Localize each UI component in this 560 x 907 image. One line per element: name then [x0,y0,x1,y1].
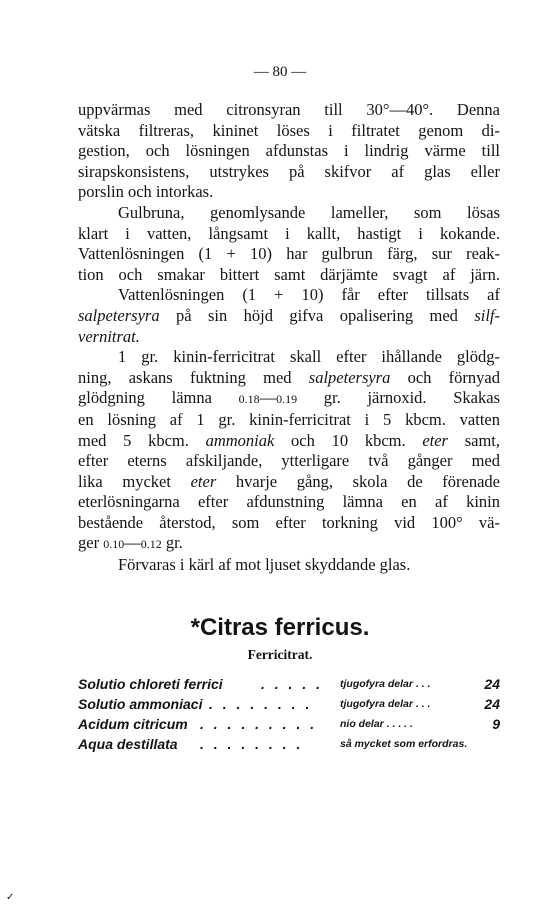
text-line: Förvaras i kärl af mot ljuset skyddande glas. [118,555,411,575]
italic-term: eter [190,471,217,491]
text-line: tion och smakar bittert samt därjämte svagt af järn. [78,264,500,284]
numeric-value: 0.12 [140,537,162,552]
text-line: porslin och intorkas. [78,182,214,202]
text-span: gr. [161,533,183,553]
recipe-row [78,676,500,696]
ingredient-name: Aqua destillata [78,736,178,752]
recipe-row [78,716,500,736]
italic-term: salpetersyra [308,367,391,387]
ingredient-quantity: 24 [484,696,500,712]
italic-term: ammoniak [205,430,275,450]
page-number: — 80 — [253,64,307,80]
text-line: sirapskonsistens, utstrykes på skifvor af glas eller [78,161,500,181]
text-span: på sin höjd gifva opalisering med [159,305,475,325]
ingredient-quantity: 24 [484,676,500,692]
text-line: gestion, och lösningen afdunstas i lindrig värme till [78,141,500,161]
leader-dots: . . . . . . . . . [200,716,318,732]
ingredient-quantity: 9 [492,716,500,732]
text-line: vätska filtreras, kininet löses i filtratet genom di- [78,120,500,140]
text-line: 1 gr. kinin-ferricitrat skall efter ihållande glödg- [118,347,500,367]
ingredient-name: Solutio ammoniaci [78,696,203,712]
italic-term: salpetersyra [78,305,160,325]
text-line [78,472,500,493]
text-line: klart i vatten, långsamt i kallt, hastigt i kokande. [78,223,500,243]
ingredient-amount: så mycket som erfordras. [340,738,468,750]
italic-term: vernitrat. [78,326,140,346]
numeric-value: 0.10 [103,537,125,552]
ingredient-name: Solutio chloreti ferrici [78,676,223,692]
text-line: Vattenlösningen (1 + 10) får efter tillsats af [118,285,500,305]
margin-mark: ✓ [6,892,15,903]
text-span: hvarje gång, skola de förenade [216,471,500,491]
italic-term: eter [422,430,448,450]
recipe-row [78,736,500,756]
text-span: lika mycket [78,471,191,491]
ingredient-name: Acidum citricum [78,716,188,732]
numeric-value: 0.19 [276,392,298,407]
text-span: ger [78,533,104,553]
text-line: bestående återstod, som efter torkning vid 100° vä- [78,512,500,532]
section-subheading: Ferricitrat. [247,647,313,662]
text-line: uppvärmas med citronsyran till 30°—40°. Denna [78,100,500,119]
leader-dots: . . . . . . . . [209,696,313,712]
leader-dots: . . . . . . . . [200,736,304,752]
text-line: Gulbruna, genomlysande lameller, som lösas [118,202,500,222]
ingredient-amount: tjugofyra delar . . . [340,678,431,690]
ingredient-amount: tjugofyra delar . . . [340,698,431,710]
text-line [78,388,500,410]
text-span: ning, askans fuktning med [78,367,309,387]
italic-term: silf- [474,305,500,325]
text-line: eterlösningarna efter afdunstning lämna en af kinin [78,492,500,512]
text-line: en lösning af 1 gr. kinin-ferricitrat i 5 kbcm. vatten [78,409,500,429]
body-text [78,100,500,576]
section-heading: *Citras ferricus. [190,614,370,641]
ingredient-amount: nio delar . . . . . [340,718,413,730]
leader-dots: . . . . . [261,676,324,692]
text-line: efter eterns afskiljande, ytterligare två gånger med [78,451,500,471]
text-span: med 5 kbcm. [78,430,206,450]
text-line [78,533,500,555]
text-span: och 10 kbcm. [274,430,423,450]
text-line [78,431,500,452]
text-span: gr. järnoxid. Skakas [297,388,500,408]
recipe-list [78,676,500,756]
recipe-row [78,696,500,716]
text-line: Vattenlösningen (1 + 10) har gulbrun färg, sur reak- [78,244,500,264]
text-line [78,368,500,389]
text-span: glödgning lämna [78,388,239,408]
text-span: samt, [447,430,500,450]
text-line [78,327,500,348]
text-span: — [259,388,277,408]
text-line [78,306,500,327]
text-span: och förnyad [390,367,500,387]
text-span: — [124,533,141,553]
numeric-value: 0.18 [238,392,260,407]
